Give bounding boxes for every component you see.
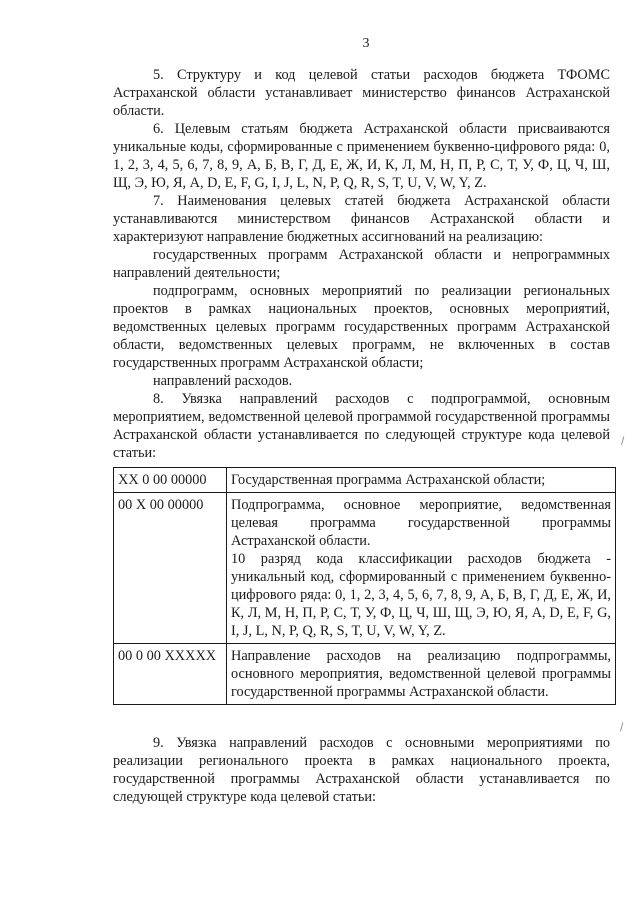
description-cell bbox=[227, 493, 616, 644]
code-cell: XX 0 00 00000 bbox=[114, 468, 227, 493]
code-structure-table bbox=[113, 467, 616, 705]
margin-mark: / bbox=[620, 720, 624, 734]
paragraph-7-item-1: государственных программ Астраханской области и непрограммных направлений деятельности; bbox=[113, 247, 610, 281]
paragraph-5: 5. Структуру и код целевой статьи расходов бюджета ТФОМС Астраханской области устанавливает министерство финансов Астраханской области. bbox=[113, 67, 610, 119]
code-cell: 00 0 00 XXXXX bbox=[114, 644, 227, 705]
paragraph-8: 8. Увязка направлений расходов с подпрограммой, основным мероприятием, ведомственной целевой программой государственной программы Астраханской области устанавливается по следующей структуре кода целевой статьи: bbox=[113, 391, 610, 461]
description-cell bbox=[227, 468, 616, 493]
margin-mark: / bbox=[621, 434, 625, 448]
paragraph-7: 7. Наименования целевых статей бюджета Астраханской области устанавливаются министерством финансов Астраханской области и характеризуют направление бюджетных ассигнований на реализацию: bbox=[113, 193, 610, 245]
paragraph-9: 9. Увязка направлений расходов с основными мероприятиями по реализации регионального проекта в рамках национального проекта, государственной программы Астраханской области устанавливается по следующей структуре кода целевой статьи: bbox=[113, 735, 610, 805]
code-cell: 00 X 00 00000 bbox=[114, 493, 227, 644]
table-row bbox=[114, 468, 616, 493]
body-text-top bbox=[113, 66, 610, 462]
description-cell bbox=[227, 644, 616, 705]
body-text-bottom bbox=[113, 734, 610, 806]
description-line: Направление расходов на реализацию подпрограммы, основного мероприятия, ведомственной целевой программы государственной программы Астраханской области. bbox=[231, 648, 611, 700]
paragraph-7-item-2: подпрограмм, основных мероприятий по реализации региональных проектов в рамках национальных проектов, основных мероприятий, ведомственных целевых программ государственных программ Астраханской области, ведомственных целевых программ, не включенных в состав государственных программ Астраханской области; bbox=[113, 283, 610, 371]
description-line: Подпрограмма, основное мероприятие, ведомственная целевая программа государственной программы Астраханской области. bbox=[231, 497, 611, 549]
page-number: 3 bbox=[362, 36, 370, 51]
table-row bbox=[114, 493, 616, 644]
paragraph-6: 6. Целевым статьям бюджета Астраханской области присваиваются уникальные коды, сформированные с применением буквенно-цифрового ряда: 0, 1, 2, 3, 4, 5, 6, 7, 8, 9, А, Б, В, Г, Д, Е, Ж, И, К, Л, М, Н, П, Р, С, Т, У, Ф, Ц, Ч, Ш, Щ, Э, Ю, Я, A, D, E, F, G, I, J, L, N, P, Q, R, S, T, U, V, W, Y, Z. bbox=[113, 121, 610, 191]
description-line: 10 разряд кода классификации расходов бюджета - уникальный код, сформированный с применением буквенно-цифрового ряда: 0, 1, 2, 3, 4, 5, 6, 7, 8, 9, А, Б, В, Г, Д, Е, Ж, И, К, Л, М, Н, П, Р, С, Т, У, Ф, Ц, Ч, Ш, Щ, Э, Ю, Я, A, D, E, F, G, I, J, L, N, P, Q, R, S, T, U, V, W, Y, Z. bbox=[231, 551, 611, 639]
table-row bbox=[114, 644, 616, 705]
paragraph-7-item-3: направлений расходов. bbox=[153, 373, 293, 389]
description-line: Государственная программа Астраханской области; bbox=[231, 472, 546, 488]
